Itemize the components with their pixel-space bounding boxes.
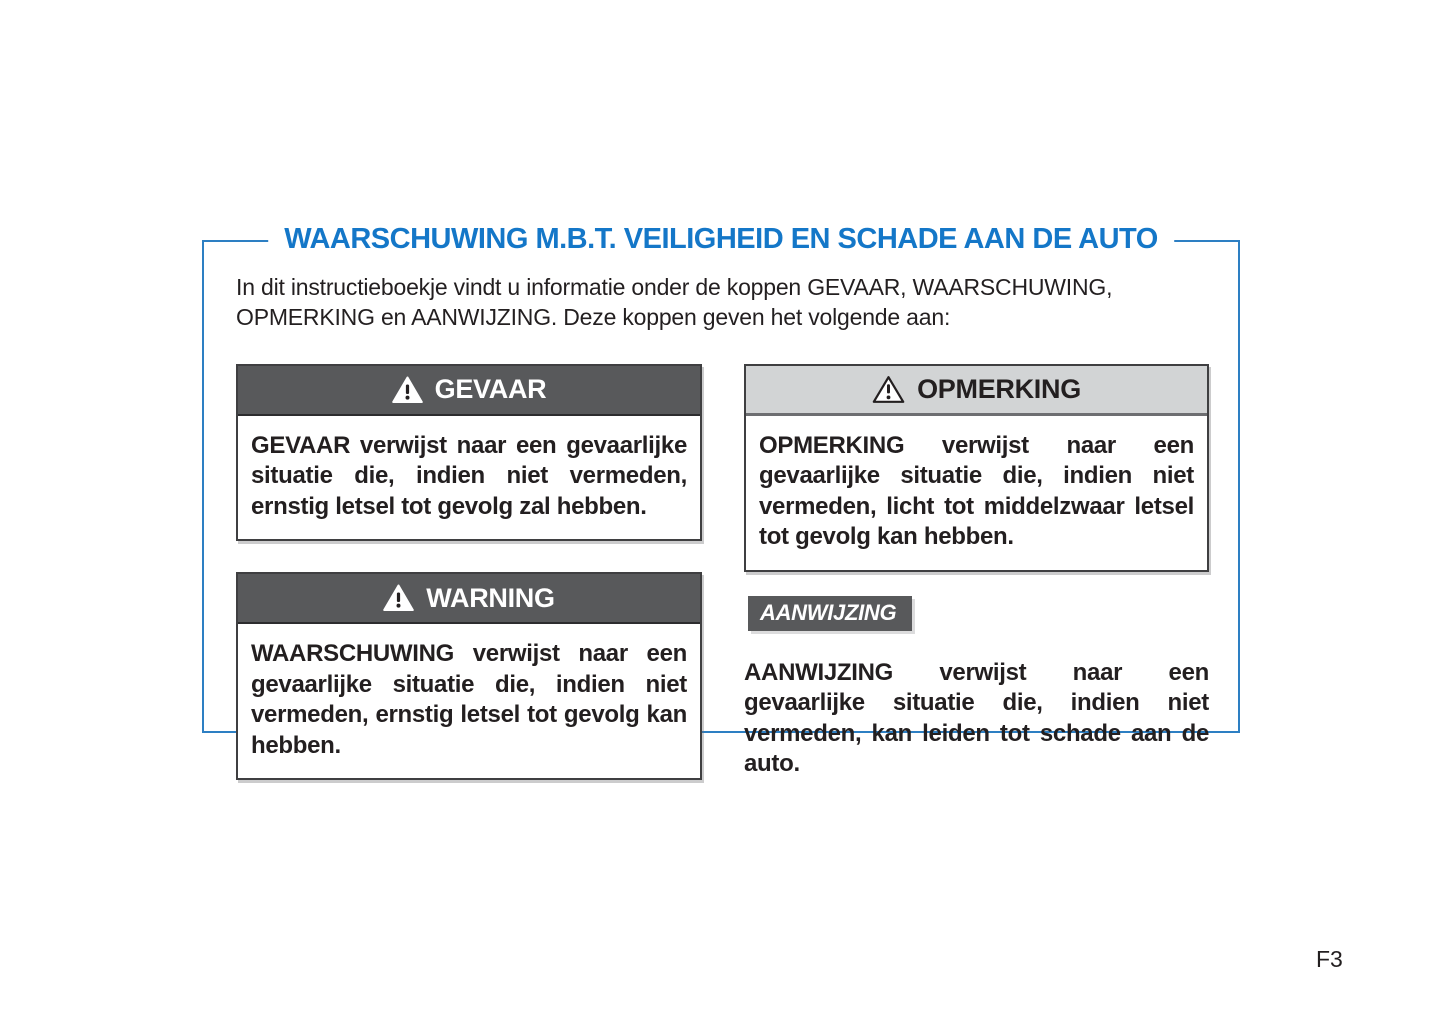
notice-section bbox=[744, 596, 1209, 780]
warning-box bbox=[236, 572, 702, 780]
warning-box-header bbox=[238, 574, 700, 624]
caution-box-body: OPMERKING verwijst naar een gevaarlijke situatie die, indien niet vermeden, licht tot middelzwaar letsel tot gevolg kan hebben. bbox=[759, 431, 1194, 551]
notice-body: AANWIJZING verwijst naar een gevaarlijke situatie die, indien niet vermeden, kan leiden tot schade aan de auto. bbox=[744, 658, 1209, 777]
danger-box-title: GEVAAR bbox=[434, 374, 547, 405]
warning-triangle-outline-icon bbox=[872, 375, 905, 404]
page-title: WAARSCHUWING M.B.T. VEILIGHEID EN SCHADE AAN DE AUTO bbox=[268, 223, 1174, 256]
page-number: F3 bbox=[1316, 946, 1343, 972]
warning-box-body: WAARSCHUWING verwijst naar een gevaarlijke situatie die, indien niet vermeden, ernstig letsel tot gevolg kan hebben. bbox=[251, 640, 687, 759]
danger-box bbox=[236, 364, 702, 541]
notice-label: AANWIJZING bbox=[748, 596, 912, 631]
intro-paragraph: In dit instructieboekje vindt u informatie onder de koppen GEVAAR, WAARSCHUWING, OPMERKING en AANWIJZING. Deze koppen geven het volgende aan: bbox=[236, 274, 1113, 331]
warning-boxes-grid bbox=[236, 364, 1209, 780]
warning-triangle-filled-icon bbox=[392, 376, 423, 404]
warning-box-title: WARNING bbox=[426, 582, 555, 613]
danger-box-body: GEVAAR verwijst naar een gevaarlijke situatie die, indien niet vermeden, ernstig letsel tot gevolg zal hebben. bbox=[251, 431, 687, 520]
safety-warning-panel bbox=[202, 223, 1240, 777]
caution-box bbox=[744, 364, 1209, 572]
danger-box-header bbox=[238, 366, 700, 416]
caution-box-title: OPMERKING bbox=[917, 373, 1081, 404]
caution-box-header bbox=[746, 366, 1207, 416]
warning-triangle-filled-icon bbox=[383, 584, 414, 612]
